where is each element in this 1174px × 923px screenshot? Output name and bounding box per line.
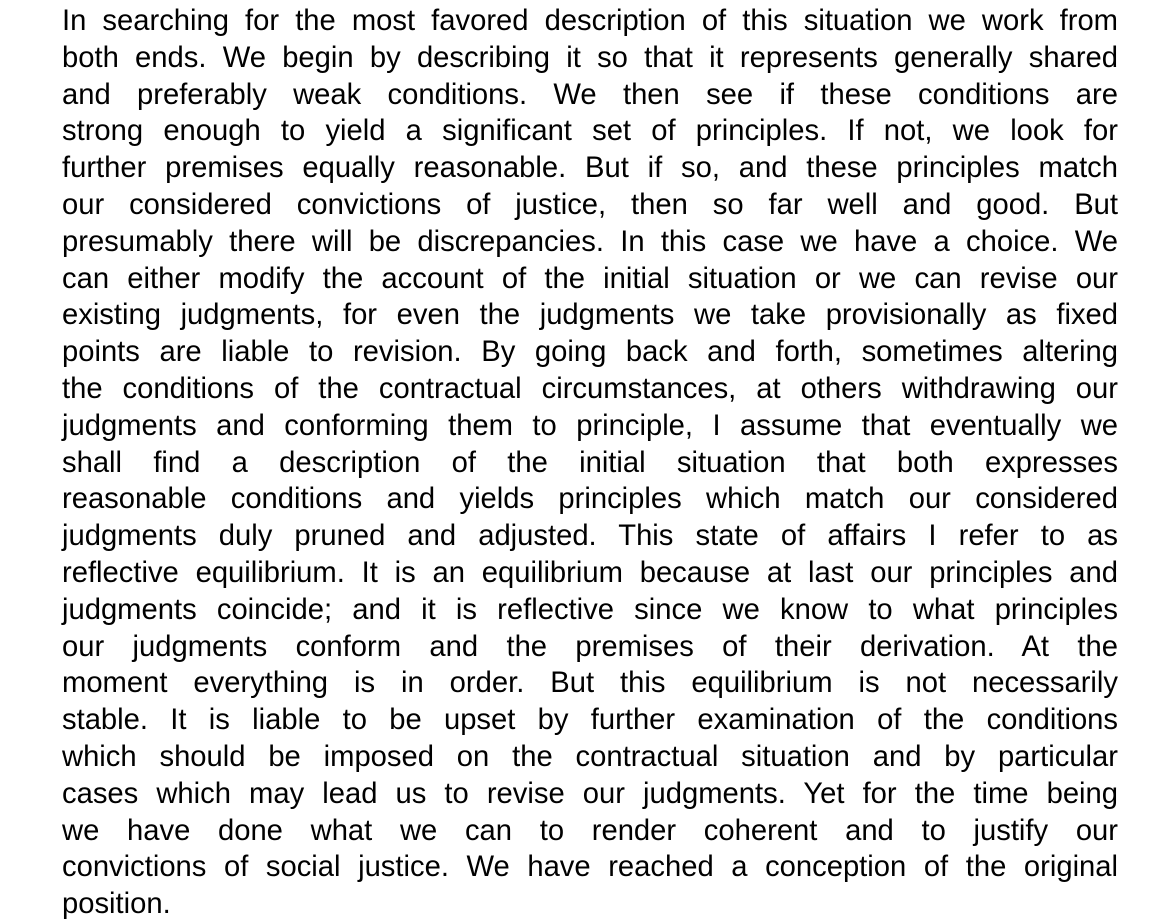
- paragraph-line: our judgments conform and the premises of their derivation. At the: [62, 630, 1118, 663]
- paragraph-line: can either modify the account of the initial situation or we can revise our: [62, 262, 1118, 295]
- paragraph-line: both ends. We begin by describing it so that it represents generally shared: [62, 41, 1118, 74]
- paragraph-line: judgments coincide; and it is reflective since we know to what principles: [62, 593, 1118, 626]
- paragraph-line: reasonable conditions and yields principles which match our considered: [62, 483, 1118, 516]
- paragraph-line: In searching for the most favored description of this situation we work from: [62, 5, 1118, 37]
- paragraph-line: moment everything is in order. But this equilibrium is not necessarily: [62, 667, 1118, 700]
- paragraph-line: judgments and conforming them to principle, I assume that eventually we: [62, 409, 1118, 442]
- paragraph: [62, 3, 1118, 923]
- paragraph-line: we have done what we can to render coherent and to justify our: [62, 814, 1118, 847]
- paragraph-line: shall find a description of the initial situation that both expresses: [62, 446, 1118, 479]
- paragraph-line: cases which may lead us to revise our judgments. Yet for the time being: [62, 777, 1118, 810]
- paragraph-line: strong enough to yield a significant set of principles. If not, we look for: [62, 115, 1118, 148]
- paragraph-line: reflective equilibrium. It is an equilibrium because at last our principles and: [62, 556, 1118, 589]
- paragraph-line: which should be imposed on the contractual situation and by particular: [62, 740, 1118, 773]
- paragraph-line: our considered convictions of justice, then so far well and good. But: [62, 188, 1118, 221]
- paragraph-line: and preferably weak conditions. We then see if these conditions are: [62, 78, 1118, 111]
- paragraph-line: convictions of social justice. We have reached a conception of the original: [62, 851, 1118, 884]
- paragraph-line: position.: [62, 888, 171, 921]
- paragraph-line: existing judgments, for even the judgments we take provisionally as fixed: [62, 299, 1118, 332]
- paragraph-line: presumably there will be discrepancies. In this case we have a choice. We: [62, 225, 1118, 258]
- paragraph-line: points are liable to revision. By going back and forth, sometimes altering: [62, 336, 1118, 369]
- paragraph-line: judgments duly pruned and adjusted. This state of affairs I refer to as: [62, 520, 1118, 553]
- paragraph-line: the conditions of the contractual circumstances, at others withdrawing our: [62, 372, 1118, 405]
- paragraph-line: stable. It is liable to be upset by further examination of the conditions: [62, 704, 1118, 737]
- paragraph-line: further premises equally reasonable. But if so, and these principles match: [62, 152, 1118, 185]
